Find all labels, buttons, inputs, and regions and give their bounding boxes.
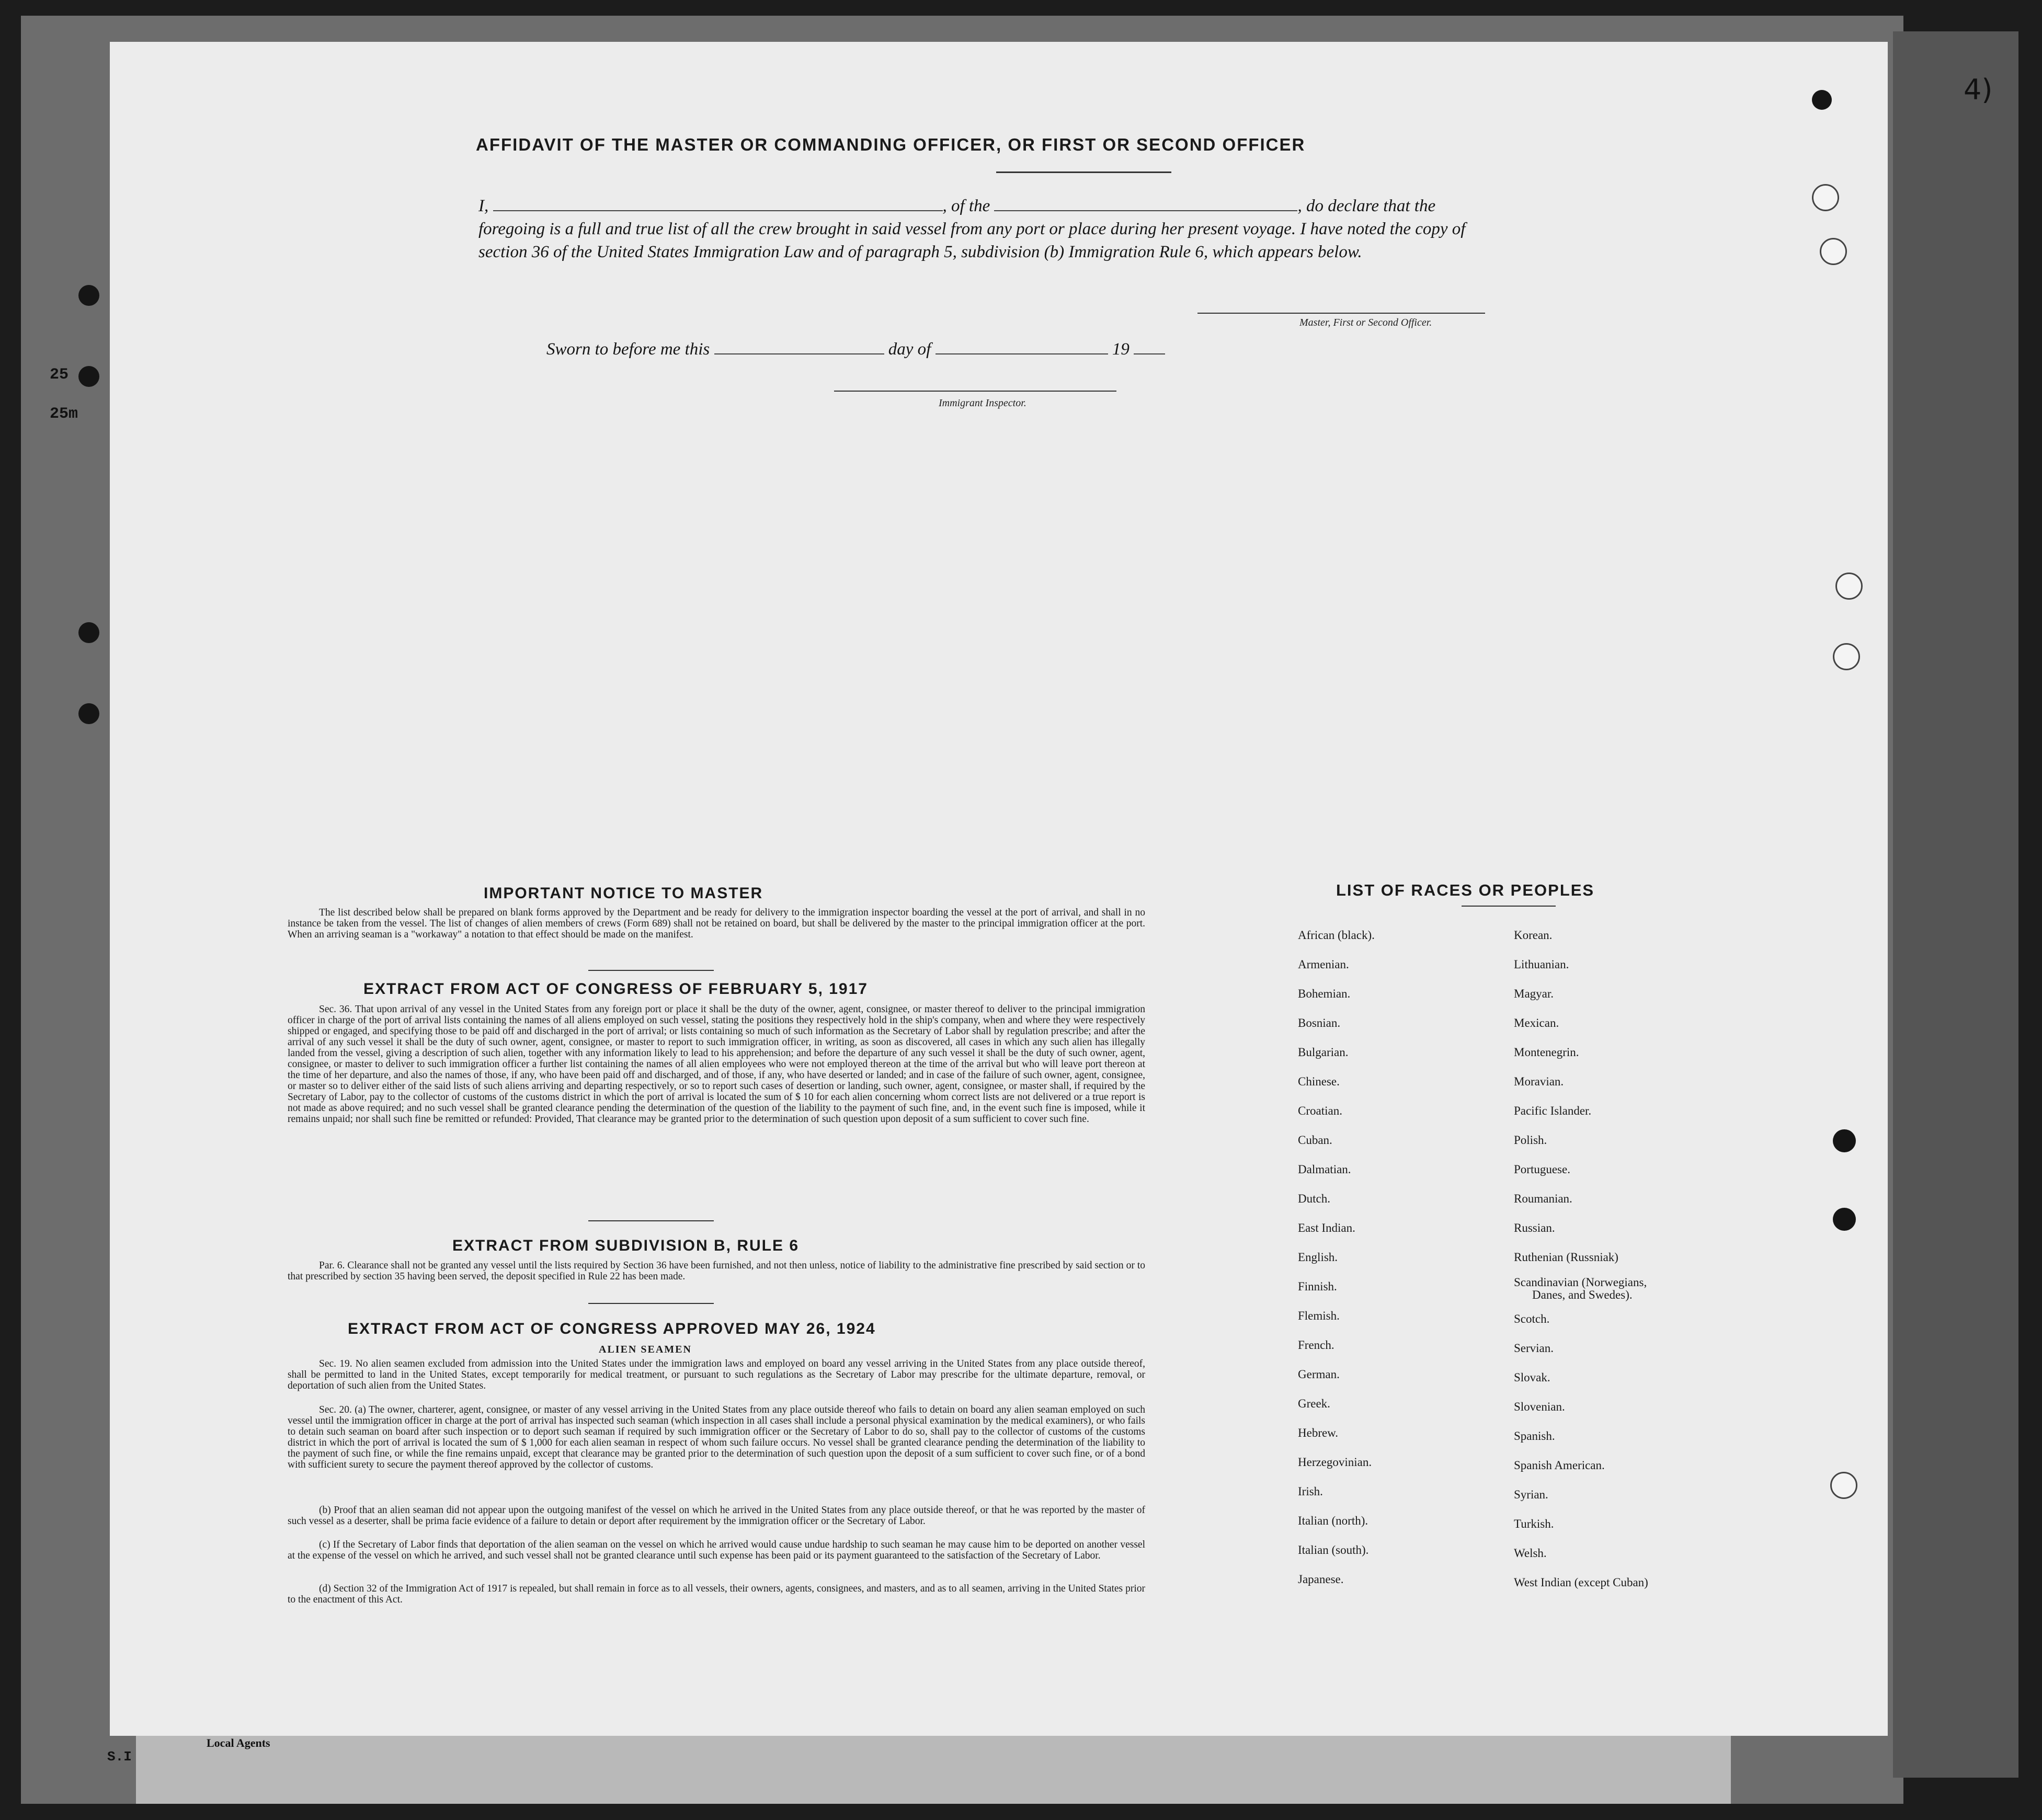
race-item: Moravian. — [1514, 1075, 1564, 1088]
race-item: Portuguese. — [1514, 1163, 1570, 1176]
stacked-pages-edge — [1893, 31, 2018, 1778]
act1917-title: EXTRACT FROM ACT OF CONGRESS OF FEBRUARY 5, 1917 — [363, 980, 868, 998]
race-item: Scotch. — [1514, 1312, 1550, 1325]
affidavit-body: that the foregoing is a full and true list of all the crew brought in said vessel from any port or place during her present voyage. I have noted the copy of section 36 of the United States Immigration Law and of paragraph 5, subdivision (b) Immigration Rule 6, which appears below. — [478, 197, 1466, 261]
act1924-title: EXTRACT FROM ACT OF CONGRESS APPROVED MAY 26, 1924 — [348, 1320, 876, 1337]
race-item: Servian. — [1514, 1342, 1554, 1355]
race-item: African (black). — [1298, 929, 1375, 942]
act1924-sec20c: (c) If the Secretary of Labor finds that deportation of the alien seaman on the vessel on which he arrived would cause undue hardship to such seaman he may cause him to be deported on another vessel at the expense of the vessel on which he arrived, and such vessel shall not be granted clearance until such expense has been paid or its payment guaranteed to the satisfaction of the Secretary of Labor. — [288, 1539, 1145, 1561]
act1924-sec20a: Sec. 20. (a) The owner, charterer, agent, consignee, or master of any vessel arriving in the United States from any place outside thereof who fails to detain on board any alien seaman employed on such vessel until the immigration officer in charge at the port of arrival has inspected such seaman (which inspection in all cases shall include a personal physical examination by the medical examiners), or who fails to detain such seaman on board after such inspection or to deport such seaman if required by such immigration officer or the Secretary of Labor to do so, shall pay to the collector of customs of the customs district in which the port of arrival is located the sum of $ 1,000 for each alien seaman in respect of whom such failure occurs. No vessel shall be granted clearance pending the determination of the liability to the payment of such fine, or while the fine remains unpaid, except that clearance may be granted prior to the determination of such question upon the deposit of a sum sufficient to cover such fine, or of a bond with sufficient surety to secure the payment thereof approved by the collector of customs. — [288, 1404, 1145, 1470]
margin-mark-25: 25 — [50, 366, 69, 384]
race-item: Dalmatian. — [1298, 1163, 1351, 1176]
punch-hole — [1833, 643, 1860, 670]
year-blank[interactable] — [1134, 339, 1165, 354]
act1924-sec19: Sec. 19. No alien seamen excluded from admission into the United States under the immigration laws and employed on board any vessel arriving in the United States from any place outside thereof, shall be permitted to land in the United States, except temporarily for medical treatment, or pursuant to such regulations as the Secretary of Labor may prescribe for the ultimate departure, removal, or deportation of such alien from the United States. — [288, 1358, 1145, 1391]
race-item: Pacific Islander. — [1514, 1104, 1592, 1117]
affidavit-title: AFFIDAVIT OF THE MASTER OR COMMANDING OFFICER, OR FIRST OR SECOND OFFICER — [476, 135, 1306, 154]
race-item: Bulgarian. — [1298, 1046, 1349, 1059]
race-item: Finnish. — [1298, 1280, 1337, 1293]
races-title-rule — [1462, 906, 1556, 907]
punch-hole — [1835, 573, 1863, 600]
section-divider — [588, 970, 714, 971]
master-signature-line[interactable] — [1197, 313, 1485, 314]
race-item: Italian (south). — [1298, 1543, 1369, 1556]
race-item: Turkish. — [1514, 1517, 1554, 1530]
race-item: Danes, and Swedes). — [1532, 1288, 1633, 1301]
binder-hole — [1833, 1129, 1856, 1152]
vessel-blank[interactable] — [994, 196, 1297, 211]
binder-hole — [78, 285, 99, 306]
punch-hole — [1820, 238, 1847, 265]
inspector-caption: Immigrant Inspector. — [939, 397, 1026, 409]
sworn-statement — [546, 339, 1165, 359]
race-item: Flemish. — [1298, 1309, 1340, 1322]
race-item: French. — [1298, 1338, 1334, 1352]
name-blank[interactable] — [493, 196, 943, 211]
race-item: Croatian. — [1298, 1104, 1342, 1117]
race-item: Spanish. — [1514, 1429, 1555, 1443]
races-title: LIST OF RACES OR PEOPLES — [1336, 881, 1595, 899]
notice-body: The list described below shall be prepared on blank forms approved by the Department and be ready for delivery to the immigration inspector boarding the vessel at the port of arrival, and shall in no instance be taken from the vessel. The list of changes of alien members of crews (Form 689) shall not be retained on board, but shall be delivered by the master to the principal immigration officer at the port. When an arriving seaman is a "workaway" a notation to that effect should be made on the manifest. — [288, 907, 1145, 940]
race-item: Montenegrin. — [1514, 1046, 1579, 1059]
race-item: Cuban. — [1298, 1134, 1332, 1147]
race-item: Dutch. — [1298, 1192, 1330, 1205]
do-declare-label: , do declare — [1297, 197, 1379, 215]
affidavit-page — [110, 42, 1888, 1736]
section-divider — [588, 1303, 714, 1304]
race-item: Bohemian. — [1298, 987, 1351, 1000]
act1924-sec20b: (b) Proof that an alien seaman did not appear upon the outgoing manifest of the vessel on which he arrived in the United States from any place outside thereof, or that he was reported by the master of such vessel as a deserter, shall be prima facie evidence of a failure to detain or deport after requirement by the immigration officer or the Secretary of Labor. — [288, 1505, 1145, 1527]
sworn-label: Sworn to before me this — [546, 340, 710, 359]
race-item: Herzegovinian. — [1298, 1456, 1372, 1469]
punch-hole — [1812, 184, 1839, 211]
race-item: Armenian. — [1298, 958, 1349, 971]
race-item: Slovenian. — [1514, 1400, 1565, 1413]
race-item: Welsh. — [1514, 1547, 1547, 1560]
binder-hole — [1812, 90, 1832, 110]
act1924-subtitle: ALIEN SEAMEN — [599, 1344, 692, 1355]
race-item: Syrian. — [1514, 1488, 1548, 1501]
binder-hole — [1833, 1208, 1856, 1231]
race-item: Roumanian. — [1514, 1192, 1572, 1205]
race-item: Bosnian. — [1298, 1016, 1341, 1029]
binder-hole — [78, 703, 99, 724]
race-item: Spanish American. — [1514, 1459, 1605, 1472]
notice-title: IMPORTANT NOTICE TO MASTER — [484, 885, 763, 902]
race-item: Ruthenian (Russniak) — [1514, 1251, 1618, 1264]
race-item: Italian (north). — [1298, 1514, 1368, 1527]
year-label: 19 — [1112, 340, 1130, 359]
master-caption: Master, First or Second Officer. — [1299, 317, 1432, 328]
rule6-body: Par. 6. Clearance shall not be granted any vessel until the lists required by Section 36 have been furnished, and not then unless, notice of liability to the administrative fine prescribed by said section or to that prescribed by section 35 having been served, the deposit specified in Rule 22 has been made. — [288, 1260, 1145, 1282]
punch-hole — [1830, 1472, 1857, 1499]
affidavit-statement — [478, 194, 1477, 264]
binder-hole — [78, 366, 99, 387]
race-item: Lithuanian. — [1514, 958, 1569, 971]
section-divider — [588, 1220, 714, 1221]
act1917-body: Sec. 36. That upon arrival of any vessel in the United States from any foreign port or place it shall be the duty of the owner, agent, consignee, or master thereof to deliver to the principal immigration officer in charge of the port of arrival lists containing the names of all aliens employed on such vessel, stating the positions they respectively hold in the ship's company, when and where they were respectively shipped or engaged, and specifying those to be paid off and discharged in the port of arrival; or lists containing so much of such information as the Secretary of Labor shall by regulation prescribe; and after the arrival of any such vessel it shall be the duty of such owner, agent, consignee, or master to report to such immigration officer, in writing, as soon as discovered, all cases in which any such alien has illegally landed from the vessel, giving a description of such alien, together with any information likely to lead to his apprehension; and before the departure of any such vessel it shall be the duty of such owner, agent, consignee, or master to deliver to such immigration officer a further list containing the names of all alien employees who were not employed thereon at the time of the arrival but who will leave port thereon at the time of her departure, and also the names of those, if any, who have been paid off and discharged, and of those, if any, who have deserted or landed; and in case of the failure of such owner, agent, consignee, or master so to deliver either of the said lists of such aliens arriving and departing respectively, or so to report such cases of desertion or landing, such owner, agent, consignee, or master shall, if required by the Secretary of Labor, pay to the collector of customs of the customs district in which the port of arrival is located the sum of $ 10 for each alien concerning whom correct lists are not delivered or a true report is not made as above required; and no such vessel shall be granted clearance pending the determination of the question of the liability to the payment of such fine, and, in the event such fine is imposed, while it remains unpaid; nor shall such fine be remitted or refunded: Provided, That clearance may be granted prior to the determination of such question upon deposit of a sum sufficient to cover such fine. — [288, 1004, 1145, 1125]
race-item: German. — [1298, 1368, 1340, 1381]
race-item: Korean. — [1514, 929, 1553, 942]
race-item: Chinese. — [1298, 1075, 1340, 1088]
race-item: Scandinavian (Norwegians, — [1514, 1276, 1647, 1289]
corner-mark: S.I — [107, 1749, 132, 1765]
race-item: West Indian (except Cuban) — [1514, 1576, 1648, 1589]
binder-hole — [78, 622, 99, 643]
day-blank[interactable] — [714, 339, 884, 354]
race-item: English. — [1298, 1251, 1338, 1264]
act1924-sec20d: (d) Section 32 of the Immigration Act of 1917 is repealed, but shall remain in force as to all vessels, their owners, agents, consignees, and masters, and as to all seamen, arriving in the United States prior to the enactment of this Act. — [288, 1583, 1145, 1605]
race-item: Polish. — [1514, 1134, 1547, 1147]
rule6-title: EXTRACT FROM SUBDIVISION B, RULE 6 — [452, 1237, 800, 1254]
race-item: Irish. — [1298, 1485, 1323, 1498]
month-blank[interactable] — [936, 339, 1108, 354]
race-item: Slovak. — [1514, 1371, 1550, 1384]
i-label: I, — [478, 197, 489, 215]
of-the-label: , of the — [942, 197, 990, 215]
race-item: Magyar. — [1514, 987, 1554, 1000]
race-item: Mexican. — [1514, 1016, 1559, 1029]
race-item: Russian. — [1514, 1221, 1555, 1234]
race-item: Greek. — [1298, 1397, 1330, 1410]
race-item: East Indian. — [1298, 1221, 1355, 1234]
inspector-signature-line[interactable] — [834, 391, 1116, 392]
title-rule — [996, 171, 1171, 173]
margin-mark-25m: 25m — [50, 405, 78, 423]
race-item: Hebrew. — [1298, 1426, 1339, 1439]
day-of-label: day of — [888, 340, 931, 359]
race-item: Japanese. — [1298, 1573, 1344, 1586]
local-agents-label: Local Agents — [207, 1736, 270, 1749]
page-number-mark: 4) — [1964, 73, 1993, 106]
